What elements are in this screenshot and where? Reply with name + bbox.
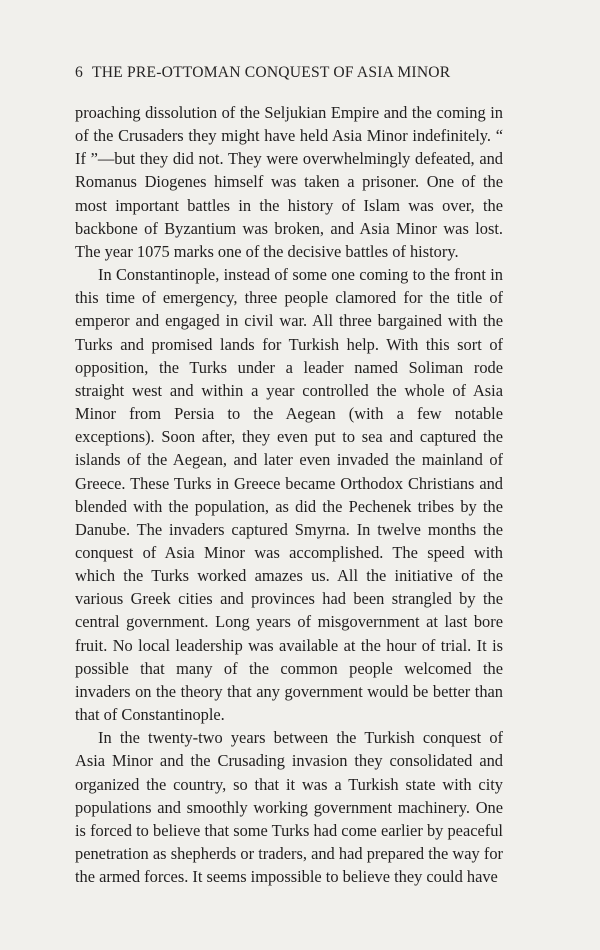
paragraph-continued: proaching dissolution of the Seljukian Empire and the coming in of the Crusaders they might have held Asia Minor indefinitely. “ If ”—but they did not. They were overwhelmingly defeated, and Romanus Diogenes himself was taken a prisoner. One of the most important battles in the history of Islam was over, the backbone of Byzantium was broken, and Asia Minor was lost. The year 1075 marks one of the decisive battles of history. xyxy=(75,103,503,261)
running-title: THE PRE-OTTOMAN CONQUEST OF ASIA MINOR xyxy=(92,64,451,81)
body-text xyxy=(75,101,503,888)
running-head xyxy=(75,64,505,82)
paragraph: In Constantinople, instead of some one coming to the front in this time of emergency, three people clamored for the title of emperor and engaged in civil war. All three bargained with the Turks and promised lands for Turkish help. With this sort of opposition, the Turks under a leader named Soliman rode straight west and within a year controlled the whole of Asia Minor from Persia to the Aegean (with a few notable exceptions). Soon after, they even put to sea and captured the islands of the Aegean, and later even invaded the mainland of Greece. These Turks in Greece became Orthodox Christians and blended with the population, as did the Pechenek tribes by the Danube. The invaders captured Smyrna. In twelve months the conquest of Asia Minor was accomplished. The speed with which the Turks worked amazes us. All the initiative of the various Greek cities and provinces had been strangled by the central government. Long years of misgovernment at last bore fruit. No local leadership was available at the hour of trial. It is possible that many of the common people welcomed the invaders on the theory that any government would be better than that of Constantinople. xyxy=(75,265,503,725)
page-number: 6 xyxy=(75,64,83,81)
paragraph: In the twenty-two years between the Turkish conquest of Asia Minor and the Crusading invasion they consolidated and organized the country, so that it was a Turkish state with city populations and smoothly working government machinery. One is forced to believe that some Turks had come earlier by peaceful penetration as shepherds or traders, and had prepared the way for the armed forces. It seems impossible to believe they could have xyxy=(75,728,503,887)
